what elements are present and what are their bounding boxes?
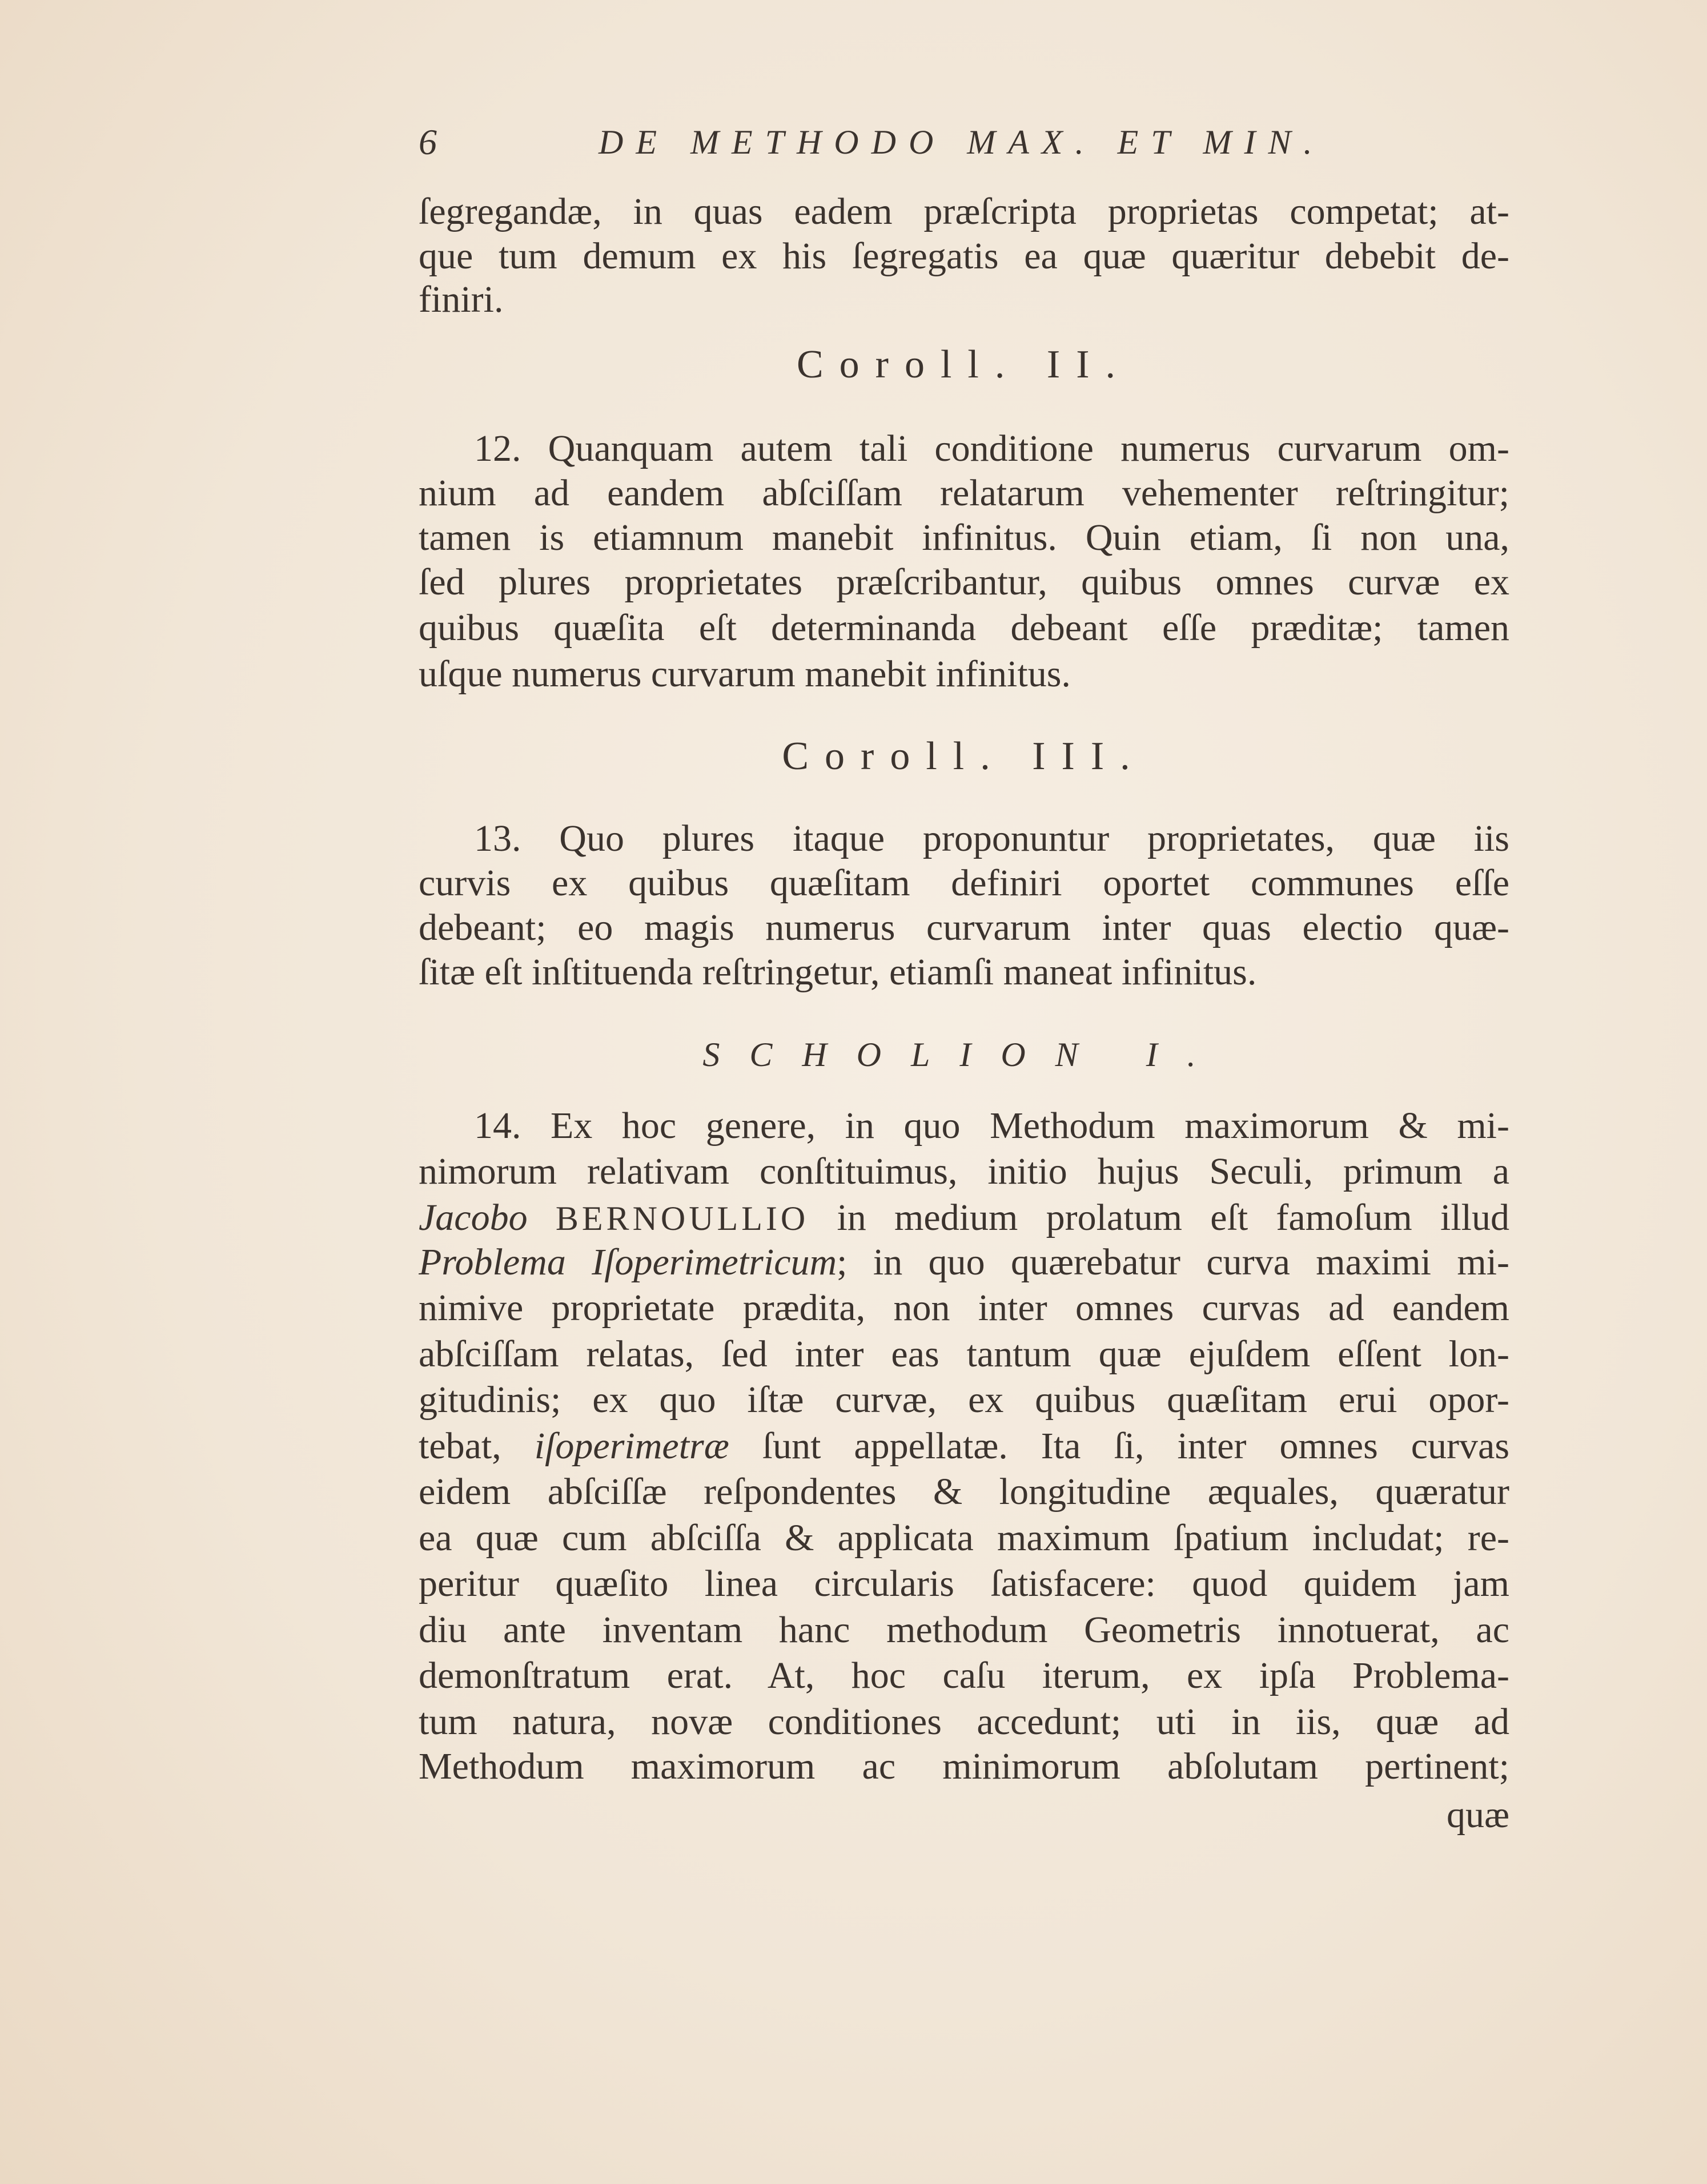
text-line: Methodum maximorum ac minimorum abſolutam pertinent; bbox=[419, 1745, 1509, 1787]
section-heading: Coroll. III. bbox=[782, 734, 1146, 778]
text-line: gitudinis; ex quo iſtæ curvæ, ex quibus quæſitam erui opor- bbox=[419, 1379, 1509, 1421]
text-line bbox=[419, 1240, 1509, 1285]
text-line: nium ad eandem abſciſſam relatarum vehementer reſtringitur; bbox=[419, 472, 1509, 514]
section-heading: SCHOLION I. bbox=[702, 1036, 1226, 1074]
page-number: 6 bbox=[419, 121, 449, 162]
text-line: finiri. bbox=[419, 278, 504, 320]
text-segment: ſunt appellatæ. Ita ſi, inter omnes curvas bbox=[729, 1425, 1509, 1467]
text-line bbox=[419, 1195, 1509, 1241]
text-line bbox=[419, 1423, 1509, 1469]
text-line: quibus quæſita eſt determinanda debeant eſſe præditæ; tamen bbox=[419, 607, 1509, 649]
text-line: diu ante inventam hanc methodum Geometris innotuerat, ac bbox=[419, 1608, 1509, 1651]
text-line: demonſtratum erat. At, hoc caſu iterum, ex ipſa Problema- bbox=[419, 1655, 1509, 1697]
text-line: 12. Quanquam autem tali conditione numerus curvarum om- bbox=[474, 427, 1509, 469]
italic-text: iſoperimetræ bbox=[534, 1425, 729, 1467]
small-caps-name: BERNOULLIO bbox=[555, 1199, 809, 1237]
text-line: 13. Quo plures itaque proponuntur proprietates, quæ iis bbox=[474, 817, 1509, 859]
text-line: curvis ex quibus quæſitam definiri oportet communes eſſe bbox=[419, 862, 1509, 904]
text-line: ſed plures proprietates præſcribantur, quibus omnes curvæ ex bbox=[419, 561, 1509, 603]
catchword: quæ bbox=[1446, 1794, 1509, 1836]
text-segment: tebat, bbox=[419, 1425, 535, 1467]
text-segment: in medium prolatum eſt famoſum illud bbox=[809, 1196, 1509, 1238]
section-heading: Coroll. II. bbox=[796, 343, 1132, 387]
running-head-title: DE METHODO MAX. ET MIN. bbox=[599, 123, 1325, 161]
text-line: ſegregandæ, in quas eadem præſcripta proprietas competat; at- bbox=[419, 190, 1509, 232]
italic-text: Problema Iſoperimetricum bbox=[419, 1241, 837, 1283]
text-line: debeant; eo magis numerus curvarum inter quas electio quæ- bbox=[419, 907, 1509, 949]
text-line: nimorum relativam conſtituimus, initio hujus Seculi, primum a bbox=[419, 1151, 1509, 1193]
text-segment bbox=[528, 1197, 556, 1238]
text-line: eidem abſciſſæ reſpondentes & longitudine æquales, quæratur bbox=[419, 1471, 1509, 1513]
text-line: tum natura, novæ conditiones accedunt; uti in iis, quæ ad bbox=[419, 1700, 1509, 1743]
text-line: tamen is etiamnum manebit infinitus. Quin etiam, ſi non una, bbox=[419, 516, 1509, 558]
text-line: 14. Ex hoc genere, in quo Methodum maximorum & mi- bbox=[474, 1104, 1509, 1147]
text-line: abſciſſam relatas, ſed inter eas tantum quæ ejuſdem eſſent lon- bbox=[419, 1333, 1509, 1375]
text-segment: ; in quo quærebatur curva maximi mi- bbox=[837, 1241, 1509, 1283]
text-line: peritur quæſito linea circularis ſatisfacere: quod quidem jam bbox=[419, 1563, 1509, 1605]
text-line: ſitæ eſt inſtituenda reſtringetur, etiamſi maneat infinitus. bbox=[419, 951, 1257, 994]
text-line: que tum demum ex his ſegregatis ea quæ quæritur debebit de- bbox=[419, 235, 1509, 277]
text-line: uſque numerus curvarum manebit infinitus. bbox=[419, 653, 1071, 695]
italic-text: Jacobo bbox=[419, 1196, 528, 1238]
text-line: ea quæ cum abſciſſa & applicata maximum ſpatium includat; re- bbox=[419, 1517, 1509, 1559]
text-line: nimive proprietate prædita, non inter omnes curvas ad eandem bbox=[419, 1287, 1509, 1329]
running-head bbox=[419, 119, 1509, 165]
